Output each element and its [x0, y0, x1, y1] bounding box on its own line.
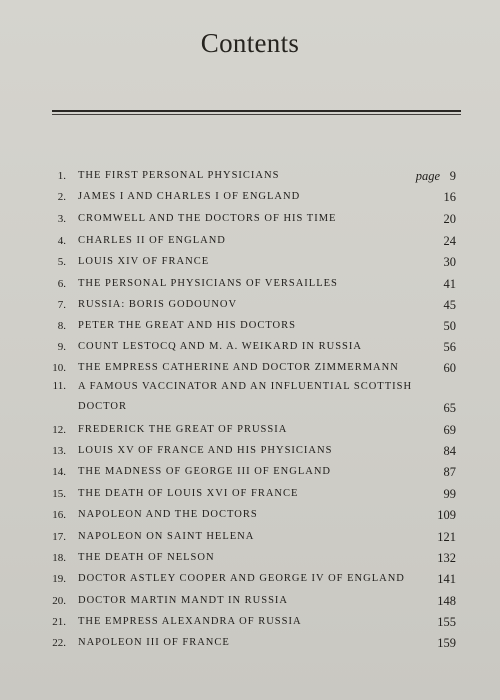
- toc-entry: [0, 570, 500, 588]
- chapter-number: 1.: [57, 170, 66, 182]
- toc-entry: [0, 442, 500, 460]
- page-number: 16: [443, 190, 456, 204]
- chapter-title: NAPOLEON III OF FRANCE: [78, 637, 230, 648]
- page-number: 99: [443, 487, 456, 501]
- toc-entry: [0, 506, 500, 524]
- page-number: 65: [443, 401, 456, 415]
- page-number: 87: [443, 465, 456, 479]
- chapter-title: THE EMPRESS CATHERINE AND DOCTOR ZIMMERMANN: [78, 362, 399, 373]
- page-prefix: page: [415, 169, 440, 183]
- chapter-title: LOUIS XIV OF FRANCE: [78, 256, 210, 267]
- chapter-title: THE DEATH OF NELSON: [78, 552, 215, 563]
- chapter-number: 6.: [57, 278, 66, 290]
- chapter-title: RUSSIA: BORIS GODOUNOV: [78, 299, 238, 310]
- page-number: 84: [443, 444, 456, 458]
- chapter-number: 8.: [57, 320, 66, 332]
- chapter-number: 5.: [57, 256, 66, 268]
- chapter-number: 21.: [52, 616, 66, 628]
- toc-entry: [0, 549, 500, 567]
- toc-entry: [0, 188, 500, 206]
- toc-entry: [0, 528, 500, 546]
- page-number: 56: [443, 340, 456, 354]
- page-number: 60: [443, 361, 456, 375]
- page-number: 9: [449, 169, 456, 183]
- chapter-number: 16.: [52, 509, 66, 521]
- page-number: 141: [437, 572, 456, 586]
- chapter-title: THE EMPRESS ALEXANDRA OF RUSSIA: [78, 616, 302, 627]
- toc-entry: [0, 232, 500, 250]
- page-number: 159: [437, 636, 456, 650]
- toc-entry: [0, 485, 500, 503]
- toc-entry: [0, 296, 500, 314]
- page-number: 148: [437, 594, 456, 608]
- toc-entry: [0, 421, 500, 439]
- chapter-number: 11.: [52, 380, 66, 392]
- chapter-title: THE MADNESS OF GEORGE III OF ENGLAND: [78, 466, 331, 477]
- chapter-title: CROMWELL AND THE DOCTORS OF HIS TIME: [78, 213, 337, 224]
- chapter-number: 3.: [57, 213, 66, 225]
- toc-entry: [0, 463, 500, 481]
- chapter-number: 13.: [52, 445, 66, 457]
- page-number: 50: [443, 319, 456, 333]
- toc-entry: [0, 359, 500, 377]
- chapter-number: 4.: [57, 235, 66, 247]
- chapter-number: 17.: [52, 531, 66, 543]
- page-number: 69: [443, 423, 456, 437]
- chapter-number: 22.: [52, 637, 66, 649]
- chapter-number: 9.: [57, 341, 66, 353]
- chapter-title: FREDERICK THE GREAT OF PRUSSIA: [78, 424, 288, 435]
- page-number: 41: [443, 277, 456, 291]
- chapter-number: 20.: [52, 595, 66, 607]
- toc-entry: [0, 317, 500, 335]
- chapter-title: THE FIRST PERSONAL PHYSICIANS: [78, 170, 280, 181]
- chapter-number: 7.: [57, 299, 66, 311]
- chapter-number: 15.: [52, 488, 66, 500]
- chapter-number: 14.: [52, 466, 66, 478]
- toc-entry: [0, 210, 500, 228]
- chapter-title: JAMES I AND CHARLES I OF ENGLAND: [78, 191, 301, 202]
- page-number: 132: [437, 551, 456, 565]
- page-number: 45: [443, 298, 456, 312]
- page-number: 30: [443, 255, 456, 269]
- chapter-title: DOCTOR ASTLEY COOPER AND GEORGE IV OF ENGLAND: [78, 573, 405, 584]
- toc-entry: [0, 592, 500, 610]
- toc-entry: [0, 253, 500, 271]
- toc-entry: [0, 613, 500, 631]
- page-number: 155: [437, 615, 456, 629]
- toc-entry: [0, 634, 500, 652]
- toc-entry: [0, 338, 500, 356]
- page-number: 109: [437, 508, 456, 522]
- toc-entry: [0, 377, 500, 419]
- page-number: 20: [443, 212, 456, 226]
- chapter-title: A FAMOUS VACCINATOR AND AN INFLUENTIAL SCOTTISH DOCTOR: [78, 381, 413, 412]
- chapter-title: NAPOLEON ON SAINT HELENA: [78, 531, 255, 542]
- chapter-number: 12.: [52, 424, 66, 436]
- toc-entry: [0, 167, 500, 185]
- chapter-title: PETER THE GREAT AND HIS DOCTORS: [78, 320, 296, 331]
- chapter-number: 18.: [52, 552, 66, 564]
- chapter-title: CHARLES II OF ENGLAND: [78, 235, 226, 246]
- page-number: 121: [437, 530, 456, 544]
- chapter-title: COUNT LESTOCQ AND M. A. WEIKARD IN RUSSIA: [78, 341, 362, 352]
- chapter-number: 2.: [57, 191, 66, 203]
- toc-entry: [0, 275, 500, 293]
- chapter-title: NAPOLEON AND THE DOCTORS: [78, 509, 258, 520]
- chapter-title: DOCTOR MARTIN MANDT IN RUSSIA: [78, 595, 288, 606]
- page-title: Contents: [200, 28, 300, 58]
- page-number: 24: [443, 234, 456, 248]
- chapter-title: THE DEATH OF LOUIS XVI OF FRANCE: [78, 488, 299, 499]
- chapter-number: 19.: [52, 573, 66, 585]
- chapter-title: THE PERSONAL PHYSICIANS OF VERSAILLES: [78, 278, 338, 289]
- chapter-number: 10.: [52, 362, 66, 374]
- chapter-title: LOUIS XV OF FRANCE AND HIS PHYSICIANS: [78, 445, 333, 456]
